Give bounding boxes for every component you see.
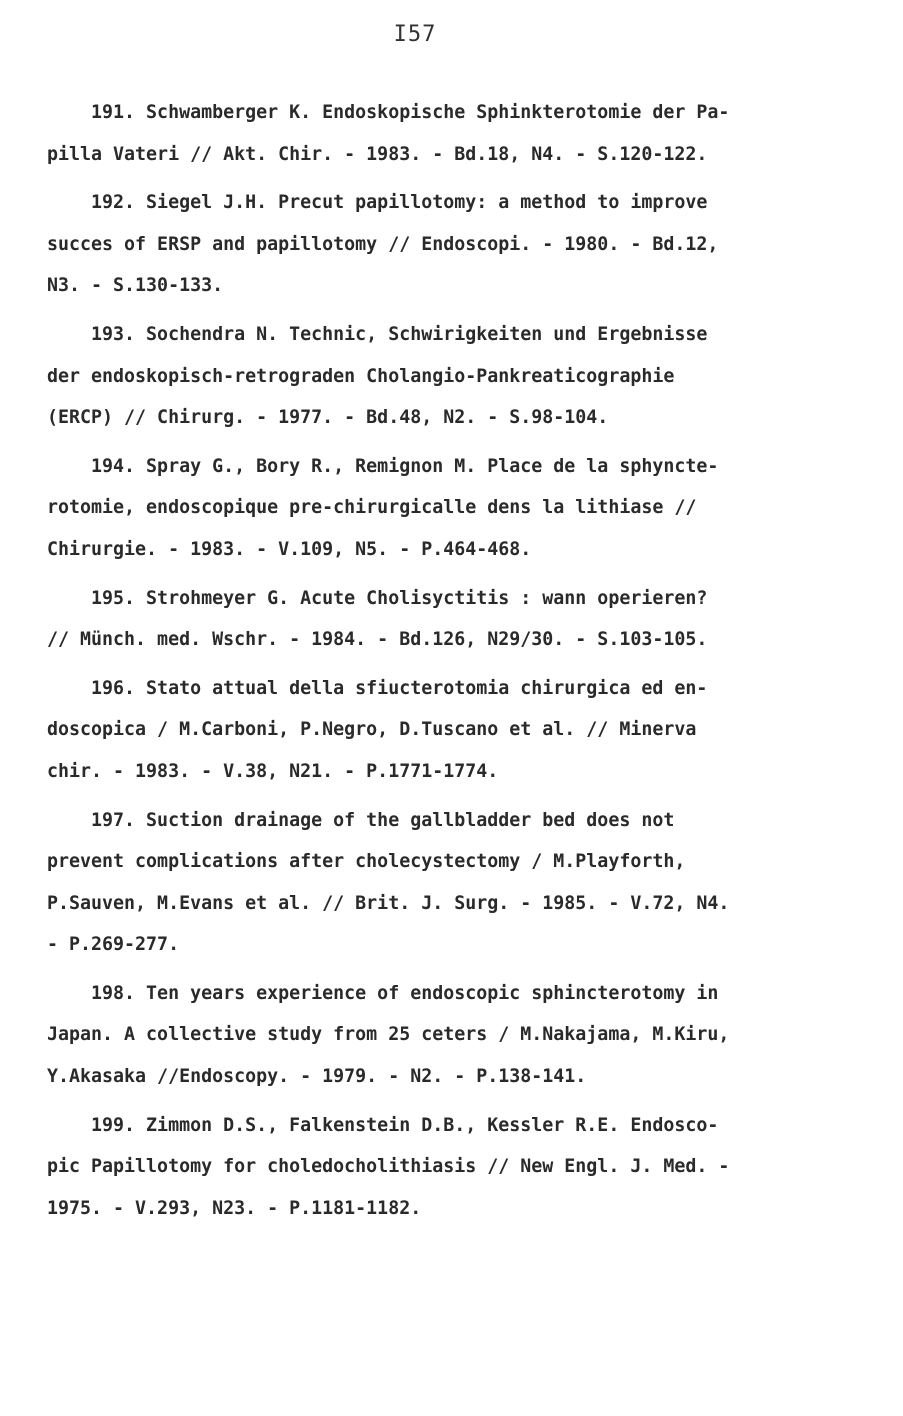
reference-entry: [47, 973, 847, 1098]
reference-line: 197. Suction drainage of the gallbladder bed does not: [47, 809, 675, 831]
reference-entry: [47, 1105, 847, 1230]
reference-line: (ERCP) // Chirurg. - 1977. - Bd.48, N2. - S.98-104.: [47, 407, 609, 429]
reference-line: 198. Ten years experience of endoscopic sphincterotomy in: [47, 982, 719, 1004]
reference-line: pilla Vateri // Akt. Chir. - 1983. - Bd.18, N4. - S.120-122.: [47, 143, 708, 165]
reference-line: Japan. A collective study from 25 ceters / M.Nakajama, M.Kiru,: [47, 1024, 730, 1046]
reference-line: P.Sauven, M.Evans et al. // Brit. J. Surg. - 1985. - V.72, N4.: [47, 892, 730, 914]
reference-line: 193. Sochendra N. Technic, Schwirigkeiten und Ergebnisse: [47, 323, 708, 345]
reference-line: 1975. - V.293, N23. - P.1181-1182.: [47, 1197, 422, 1219]
reference-line: rotomie, endoscopique pre-chirurgicalle dens la lithiase //: [47, 497, 697, 519]
reference-line: // Münch. med. Wschr. - 1984. - Bd.126, N29/30. - S.103-105.: [47, 629, 708, 651]
reference-line: 194. Spray G., Bory R., Remignon M. Place de la sphyncte-: [47, 455, 719, 477]
reference-line: 196. Stato attual della sfiucterotomia chirurgica ed en-: [47, 677, 708, 699]
reference-line: doscopica / M.Carboni, P.Negro, D.Tuscano et al. // Minerva: [47, 719, 697, 741]
reference-line: succes of ERSP and papillotomy // Endoscopi. - 1980. - Bd.12,: [47, 233, 719, 255]
reference-line: 191. Schwamberger K. Endoskopische Sphinkterotomie der Pa-: [47, 102, 730, 123]
reference-entry: [47, 800, 847, 966]
reference-list: [47, 92, 847, 1236]
reference-entry: [47, 314, 847, 439]
reference-line: prevent complications after cholecystectomy / M.Playforth,: [47, 851, 686, 873]
reference-entry: [47, 182, 847, 307]
reference-line: 192. Siegel J.H. Precut papillotomy: a method to improve: [47, 192, 708, 214]
page-number: I57: [393, 22, 437, 47]
reference-line: chir. - 1983. - V.38, N21. - P.1771-1774.: [47, 760, 499, 782]
reference-line: Chirurgie. - 1983. - V.109, N5. - P.464-468.: [47, 538, 532, 560]
reference-line: - P.269-277.: [47, 934, 180, 956]
reference-entry: [47, 668, 847, 793]
reference-line: 195. Strohmeyer G. Acute Cholisyctitis : wann operieren?: [47, 587, 708, 609]
reference-entry: [47, 578, 847, 661]
reference-line: N3. - S.130-133.: [47, 275, 224, 297]
reference-line: der endoskopisch-retrograden Cholangio-Pankreaticographie: [47, 365, 675, 387]
reference-line: Y.Akasaka //Endoscopy. - 1979. - N2. - P.138-141.: [47, 1066, 587, 1088]
reference-entry: [47, 446, 847, 571]
reference-line: pic Papillotomy for choledocholithiasis // New Engl. J. Med. -: [47, 1156, 730, 1178]
reference-entry: [47, 92, 847, 175]
reference-line: 199. Zimmon D.S., Falkenstein D.B., Kessler R.E. Endosco-: [47, 1114, 719, 1136]
